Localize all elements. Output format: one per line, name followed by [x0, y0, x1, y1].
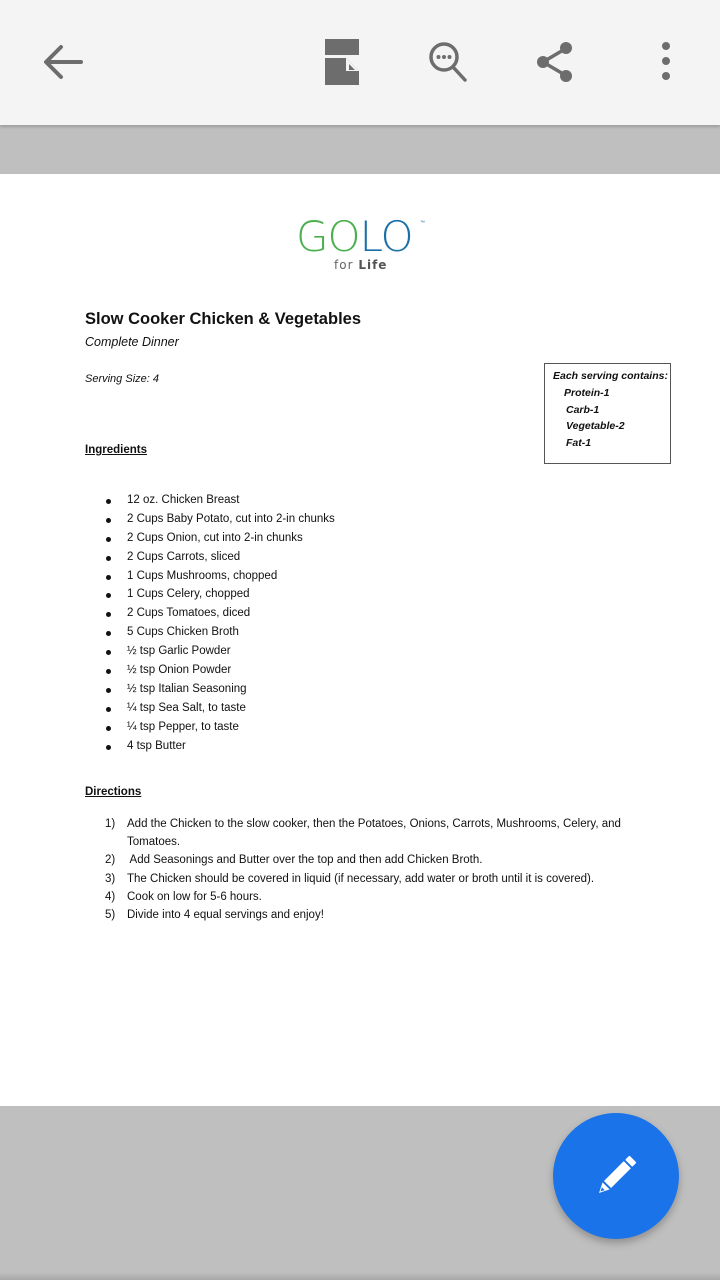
tagline-prefix: for — [334, 258, 359, 272]
step-number: 4) — [105, 890, 116, 903]
logo-tagline — [334, 258, 387, 272]
directions-heading: Directions — [85, 786, 142, 798]
step-text: Cook on low for 5-6 hours. — [127, 890, 262, 903]
direction-step — [105, 870, 625, 888]
nutrition-item: Carb-1 — [566, 403, 600, 416]
direction-step — [105, 851, 625, 869]
logo-green-text: GO — [296, 212, 360, 261]
golo-logo — [296, 212, 426, 276]
nutrition-box — [544, 363, 671, 464]
step-text: Divide into 4 equal servings and enjoy! — [127, 909, 324, 922]
nutrition-item: Vegetable-2 — [566, 420, 625, 432]
viewer-background-top — [0, 125, 720, 174]
direction-step — [105, 815, 625, 851]
ingredient-item: 4 tsp Butter — [104, 737, 335, 756]
ingredient-item: 1 Cups Celery, chopped — [104, 585, 335, 604]
share-icon — [533, 40, 577, 84]
ingredient-item: 12 oz. Chicken Breast — [104, 491, 335, 510]
nutrition-heading: Each serving contains: — [553, 370, 668, 382]
recipe-title: Slow Cooker Chicken & Vegetables — [85, 310, 362, 328]
direction-step — [105, 888, 625, 906]
step-number: 1) — [105, 818, 116, 830]
step-number: 2) — [105, 854, 116, 867]
ingredient-item: 5 Cups Chicken Broth — [104, 623, 335, 642]
ingredient-item: ¼ tsp Sea Salt, to taste — [104, 699, 335, 718]
edit-fab-button[interactable] — [553, 1113, 679, 1239]
direction-step — [105, 906, 625, 924]
step-number: 3) — [105, 872, 116, 885]
find-in-page-icon — [427, 40, 471, 84]
tagline-bold: Life — [358, 258, 388, 272]
recipe-subtitle: Complete Dinner — [85, 335, 179, 349]
ingredients-heading: Ingredients — [85, 444, 147, 456]
serving-size: Serving Size: 4 — [85, 373, 159, 385]
ingredient-item: ½ tsp Italian Seasoning — [104, 680, 335, 699]
print-layout-icon — [324, 38, 360, 86]
logo-wordmark — [296, 212, 413, 261]
step-text: Add the Chicken to the slow cooker, then the Potatoes, Onions, Carrots, Mushrooms, Celery, and Tomatoes. — [127, 818, 621, 849]
print-layout-button[interactable] — [310, 30, 374, 94]
back-button[interactable] — [31, 30, 95, 94]
step-number: 5) — [105, 909, 116, 922]
step-text: Add Seasonings and Butter over the top and then add Chicken Broth. — [127, 854, 483, 867]
directions-list — [105, 815, 625, 924]
nutrition-item: Fat-1 — [566, 436, 592, 449]
ingredients-list — [104, 491, 335, 755]
ingredient-item: 2 Cups Carrots, sliced — [104, 548, 335, 567]
ingredient-item: ½ tsp Onion Powder — [104, 661, 335, 680]
more-vert-icon — [660, 40, 672, 84]
more-options-button[interactable] — [634, 30, 698, 94]
ingredient-item: 2 Cups Tomatoes, diced — [104, 604, 335, 623]
app-toolbar — [0, 0, 720, 125]
step-text: The Chicken should be covered in liquid (if necessary, add water or broth until it is covered). — [127, 872, 595, 885]
ingredient-item: 2 Cups Onion, cut into 2-in chunks — [104, 529, 335, 548]
trademark-mark: ™ — [420, 220, 425, 226]
edit-pencil-icon — [590, 1150, 642, 1202]
ingredient-item: 2 Cups Baby Potato, cut into 2-in chunks — [104, 510, 335, 529]
logo-blue-text: LO — [359, 212, 413, 261]
ingredient-item: ¼ tsp Pepper, to taste — [104, 718, 335, 737]
arrow-left-icon — [41, 42, 85, 82]
nutrition-item: Protein-1 — [564, 387, 610, 399]
ingredient-item: 1 Cups Mushrooms, chopped — [104, 567, 335, 586]
ingredient-item: ½ tsp Garlic Powder — [104, 642, 335, 661]
find-in-page-button[interactable] — [417, 30, 481, 94]
document-page[interactable] — [0, 174, 720, 1106]
share-button[interactable] — [523, 30, 587, 94]
